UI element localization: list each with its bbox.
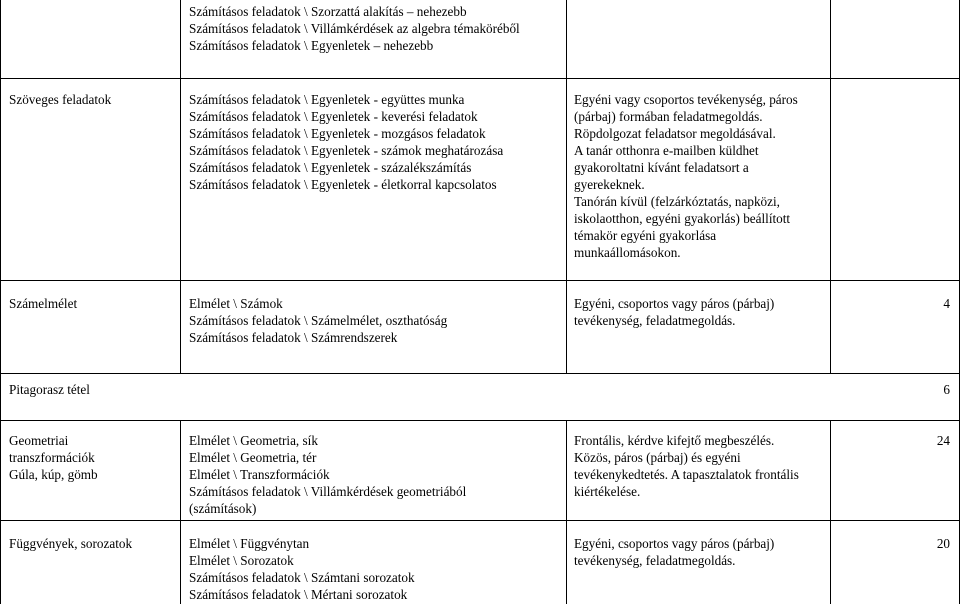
content-line: Számításos feladatok \ Egyenletek - életkorral kapcsolatos xyxy=(189,177,497,192)
row1-topic xyxy=(9,91,111,108)
col-divider-methods-hours-lower xyxy=(830,420,831,604)
row2-hours xyxy=(840,295,950,312)
col-divider-methods-hours xyxy=(830,0,831,373)
row-divider-3 xyxy=(0,373,960,374)
methods-line: kiértékelése. xyxy=(574,484,641,499)
methods-line: gyakoroltatni kívánt feladatsort a xyxy=(574,160,749,175)
methods-line: Röpdolgozat feladatsor megoldásával. xyxy=(574,126,776,141)
methods-line: A tanár otthonra e-mailben küldhet xyxy=(574,143,759,158)
col-divider-topic-content-lower xyxy=(180,420,181,604)
row5-hours xyxy=(840,535,950,552)
methods-line: iskolaotthon, egyéni gyakorlás) beállított xyxy=(574,211,791,226)
row0-content xyxy=(189,3,520,54)
content-line: Számításos feladatok \ Számtani sorozatok xyxy=(189,570,415,585)
content-line: Elmélet \ Függvénytan xyxy=(189,536,310,551)
methods-line: munkaállomásokon. xyxy=(574,245,681,260)
content-line: Számításos feladatok \ Szorzattá alakítás – nehezebb xyxy=(189,4,467,19)
col-divider-content-methods xyxy=(566,0,567,373)
row4-content xyxy=(189,432,466,517)
row4-hours xyxy=(840,432,950,449)
row-divider-2 xyxy=(0,280,960,281)
methods-line: tevékenység, feladatmegoldás. xyxy=(574,553,736,568)
content-line: Elmélet \ Geometria, sík xyxy=(189,433,318,448)
topic-line: Pitagorasz tétel xyxy=(9,382,90,397)
row2-content xyxy=(189,295,447,346)
row4-topic xyxy=(9,432,98,483)
row-divider-4 xyxy=(0,420,960,421)
content-line: Számításos feladatok \ Számrendszerek xyxy=(189,330,398,345)
hours-value: 4 xyxy=(943,296,950,311)
row2-methods xyxy=(574,295,774,329)
hours-value: 6 xyxy=(943,382,950,397)
content-line: Számításos feladatok \ Egyenletek – nehezebb xyxy=(189,38,434,53)
col-divider-topic-content xyxy=(180,0,181,373)
methods-line: (párbaj) formában feladatmegoldás. xyxy=(574,109,763,124)
content-line: Számításos feladatok \ Egyenletek - számok meghatározása xyxy=(189,143,504,158)
row5-content xyxy=(189,535,415,603)
row3-hours xyxy=(840,381,950,398)
row-divider-1 xyxy=(0,78,960,79)
content-line: Elmélet \ Sorozatok xyxy=(189,553,294,568)
content-line: Számításos feladatok \ Villámkérdések az algebra témaköréből xyxy=(189,21,520,36)
content-line: Számításos feladatok \ Egyenletek - százalékszámítás xyxy=(189,160,472,175)
topic-line: transzformációk xyxy=(9,450,95,465)
hours-value: 24 xyxy=(936,433,950,448)
row-divider-5 xyxy=(0,520,960,521)
row4-methods xyxy=(574,432,799,500)
topic-line: Gúla, kúp, gömb xyxy=(9,467,98,482)
hours-value: 20 xyxy=(936,536,950,551)
content-line: Számításos feladatok \ Egyenletek - együttes munka xyxy=(189,92,465,107)
row1-methods xyxy=(574,91,798,261)
content-line: (számítások) xyxy=(189,501,257,516)
content-line: Számításos feladatok \ Villámkérdések geometriából xyxy=(189,484,467,499)
methods-line: Közös, páros (párbaj) és egyéni xyxy=(574,450,741,465)
methods-line: Tanórán kívül (felzárkóztatás, napközi, xyxy=(574,194,780,209)
content-line: Elmélet \ Geometria, tér xyxy=(189,450,317,465)
methods-line: gyerekeknek. xyxy=(574,177,645,192)
col-divider-left xyxy=(0,0,1,604)
row5-methods xyxy=(574,535,774,569)
content-line: Elmélet \ Transzformációk xyxy=(189,467,330,482)
topic-line: Függvények, sorozatok xyxy=(9,536,133,551)
row1-content xyxy=(189,91,503,193)
methods-line: Egyéni, csoportos vagy páros (párbaj) xyxy=(574,296,775,311)
topic-line: Szöveges feladatok xyxy=(9,92,112,107)
content-line: Számításos feladatok \ Számelmélet, oszthatóság xyxy=(189,313,448,328)
col-divider-content-methods-lower xyxy=(566,420,567,604)
topic-line: Geometriai xyxy=(9,433,69,448)
content-line: Elmélet \ Számok xyxy=(189,296,283,311)
methods-line: Egyéni, csoportos vagy páros (párbaj) xyxy=(574,536,775,551)
methods-line: tevékenykedtetés. A tapasztalatok frontális xyxy=(574,467,799,482)
content-line: Számításos feladatok \ Egyenletek - keverési feladatok xyxy=(189,109,478,124)
content-line: Számításos feladatok \ Egyenletek - mozgásos feladatok xyxy=(189,126,486,141)
methods-line: tevékenység, feladatmegoldás. xyxy=(574,313,736,328)
row3-topic xyxy=(9,381,90,398)
methods-line: Frontális, kérdve kifejtő megbeszélés. xyxy=(574,433,775,448)
row2-topic xyxy=(9,295,77,312)
topic-line: Számelmélet xyxy=(9,296,78,311)
methods-line: Egyéni vagy csoportos tevékenység, páros xyxy=(574,92,798,107)
row5-topic xyxy=(9,535,132,552)
content-line: Számításos feladatok \ Mértani sorozatok xyxy=(189,587,408,602)
methods-line: témakör egyéni gyakorlása xyxy=(574,228,717,243)
